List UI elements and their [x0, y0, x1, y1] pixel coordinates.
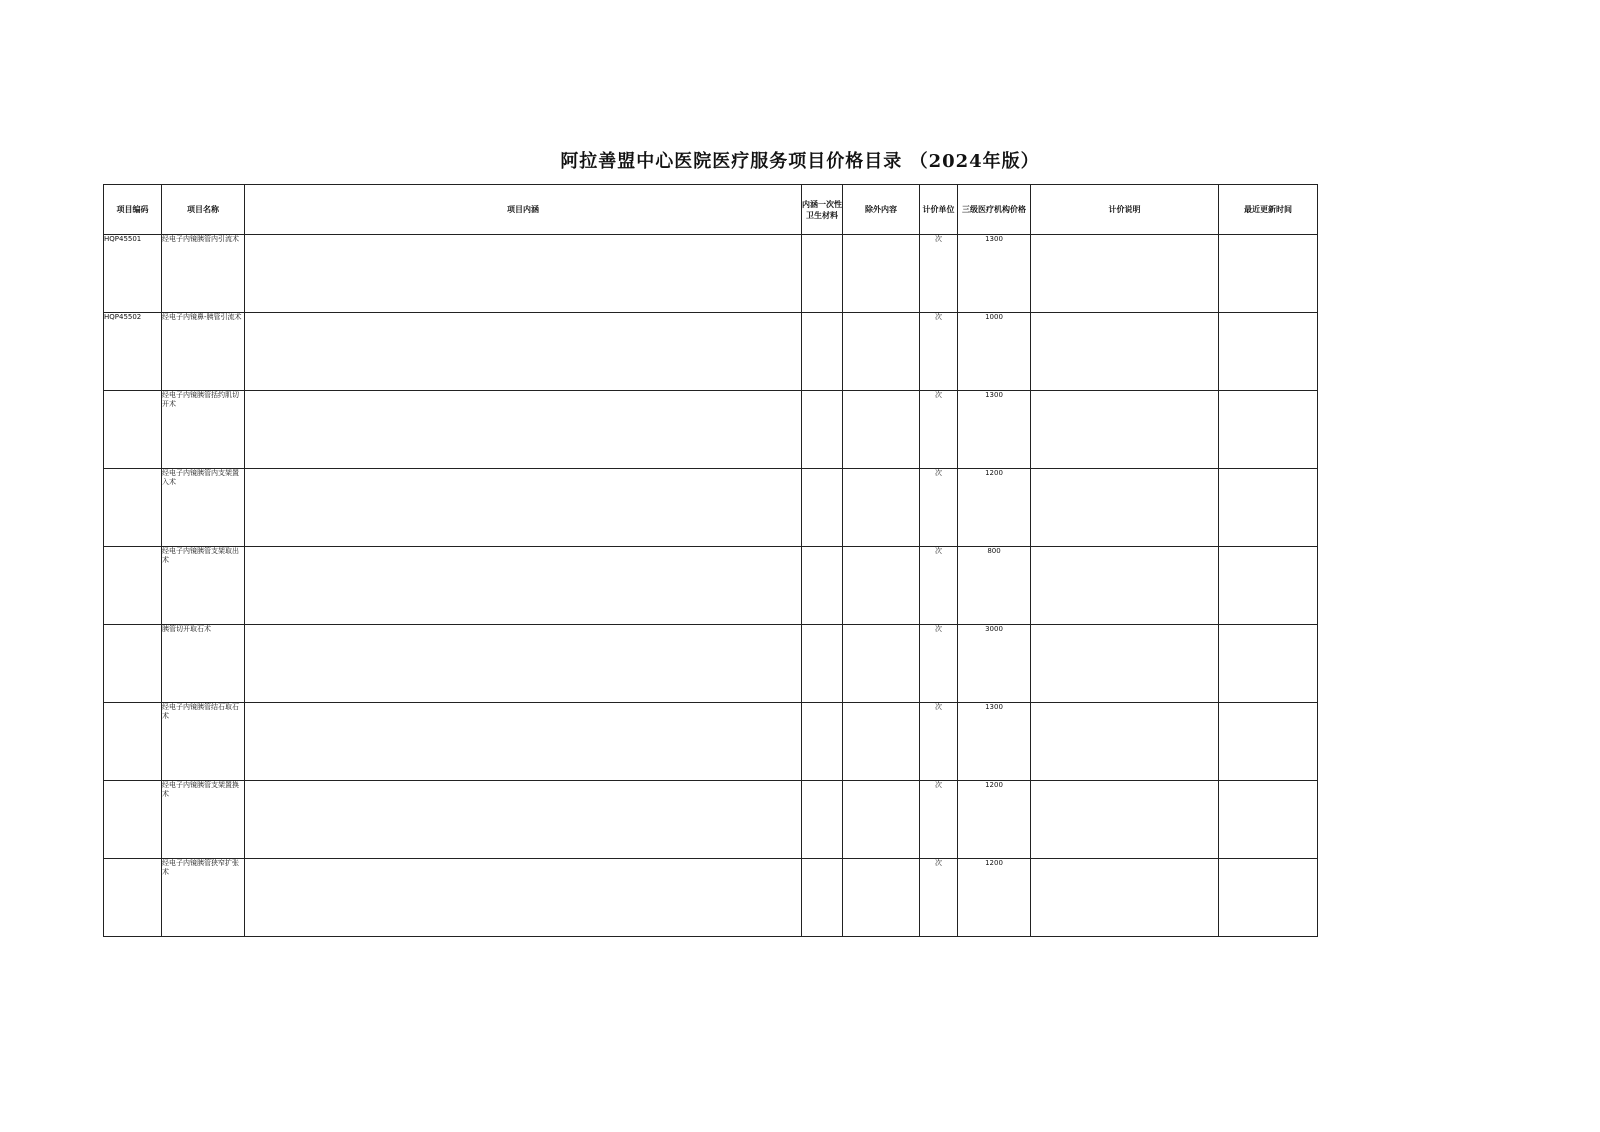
- cell-excluded: [843, 625, 920, 703]
- table-row: [104, 235, 1318, 313]
- cell-price: 1200: [958, 469, 1031, 547]
- cell-content: [245, 547, 802, 625]
- cell-price: 1300: [958, 235, 1031, 313]
- cell-content: [245, 859, 802, 937]
- cell-code: HQP45502: [104, 313, 162, 391]
- cell-excluded: [843, 313, 920, 391]
- cell-materials: [802, 235, 843, 313]
- price-table: [103, 184, 1318, 937]
- cell-code: [104, 547, 162, 625]
- cell-code: [104, 859, 162, 937]
- cell-name: 经电子内镜胰管结石取石术: [162, 703, 245, 781]
- table-row: [104, 625, 1318, 703]
- cell-unit: 次: [920, 313, 958, 391]
- table-row: [104, 469, 1318, 547]
- cell-updated: [1219, 703, 1318, 781]
- cell-updated: [1219, 235, 1318, 313]
- cell-unit: 次: [920, 859, 958, 937]
- cell-content: [245, 781, 802, 859]
- cell-price: 1200: [958, 859, 1031, 937]
- cell-content: [245, 469, 802, 547]
- cell-code: [104, 781, 162, 859]
- cell-unit: 次: [920, 235, 958, 313]
- cell-note: [1031, 391, 1219, 469]
- cell-unit: 次: [920, 703, 958, 781]
- cell-materials: [802, 625, 843, 703]
- cell-unit: 次: [920, 469, 958, 547]
- table-row: [104, 391, 1318, 469]
- cell-materials: [802, 781, 843, 859]
- header-materials: 内涵一次性卫生材料: [802, 185, 843, 235]
- cell-materials: [802, 469, 843, 547]
- cell-excluded: [843, 547, 920, 625]
- cell-updated: [1219, 469, 1318, 547]
- cell-excluded: [843, 859, 920, 937]
- cell-excluded: [843, 235, 920, 313]
- cell-note: [1031, 625, 1219, 703]
- header-content: 项目内涵: [245, 185, 802, 235]
- cell-note: [1031, 781, 1219, 859]
- cell-materials: [802, 313, 843, 391]
- cell-name: 经电子内镜鼻-胰管引流术: [162, 313, 245, 391]
- cell-unit: 次: [920, 547, 958, 625]
- cell-materials: [802, 547, 843, 625]
- cell-price: 800: [958, 547, 1031, 625]
- table-row: [104, 781, 1318, 859]
- cell-updated: [1219, 313, 1318, 391]
- cell-excluded: [843, 469, 920, 547]
- cell-note: [1031, 313, 1219, 391]
- cell-content: [245, 391, 802, 469]
- cell-updated: [1219, 547, 1318, 625]
- header-code: 项目编码: [104, 185, 162, 235]
- cell-updated: [1219, 859, 1318, 937]
- header-note: 计价说明: [1031, 185, 1219, 235]
- header-updated: 最近更新时间: [1219, 185, 1318, 235]
- cell-code: HQP45501: [104, 235, 162, 313]
- table-row: [104, 703, 1318, 781]
- cell-price: 1300: [958, 703, 1031, 781]
- header-row: [104, 185, 1318, 235]
- cell-content: [245, 703, 802, 781]
- cell-name: 经电子内镜胰管括约肌切开术: [162, 391, 245, 469]
- cell-excluded: [843, 781, 920, 859]
- cell-code: [104, 625, 162, 703]
- page-title: 阿拉善盟中心医院医疗服务项目价格目录 （2024年版）: [560, 151, 1040, 172]
- cell-updated: [1219, 391, 1318, 469]
- table-row: [104, 547, 1318, 625]
- cell-note: [1031, 547, 1219, 625]
- cell-content: [245, 235, 802, 313]
- cell-note: [1031, 469, 1219, 547]
- cell-excluded: [843, 703, 920, 781]
- cell-price: 1300: [958, 391, 1031, 469]
- cell-updated: [1219, 625, 1318, 703]
- cell-materials: [802, 391, 843, 469]
- header-price: 三级医疗机构价格: [958, 185, 1031, 235]
- cell-name: 胰管切开取石术: [162, 625, 245, 703]
- cell-name: 经电子内镜胰管狭窄扩张术: [162, 859, 245, 937]
- cell-code: [104, 391, 162, 469]
- cell-code: [104, 469, 162, 547]
- cell-name: 经电子内镜胰管内引流术: [162, 235, 245, 313]
- cell-updated: [1219, 781, 1318, 859]
- cell-materials: [802, 859, 843, 937]
- header-excluded: 除外内容: [843, 185, 920, 235]
- cell-code: [104, 703, 162, 781]
- cell-materials: [802, 703, 843, 781]
- cell-unit: 次: [920, 625, 958, 703]
- cell-name: 经电子内镜胰管支架取出术: [162, 547, 245, 625]
- cell-unit: 次: [920, 391, 958, 469]
- header-unit: 计价单位: [920, 185, 958, 235]
- cell-unit: 次: [920, 781, 958, 859]
- cell-name: 经电子内镜胰管支架置换术: [162, 781, 245, 859]
- cell-note: [1031, 235, 1219, 313]
- table-row: [104, 313, 1318, 391]
- cell-price: 3000: [958, 625, 1031, 703]
- cell-content: [245, 625, 802, 703]
- cell-name: 经电子内镜胰管内支架置入术: [162, 469, 245, 547]
- cell-price: 1200: [958, 781, 1031, 859]
- table-row: [104, 859, 1318, 937]
- cell-excluded: [843, 391, 920, 469]
- header-name: 项目名称: [162, 185, 245, 235]
- cell-price: 1000: [958, 313, 1031, 391]
- cell-note: [1031, 859, 1219, 937]
- cell-content: [245, 313, 802, 391]
- cell-note: [1031, 703, 1219, 781]
